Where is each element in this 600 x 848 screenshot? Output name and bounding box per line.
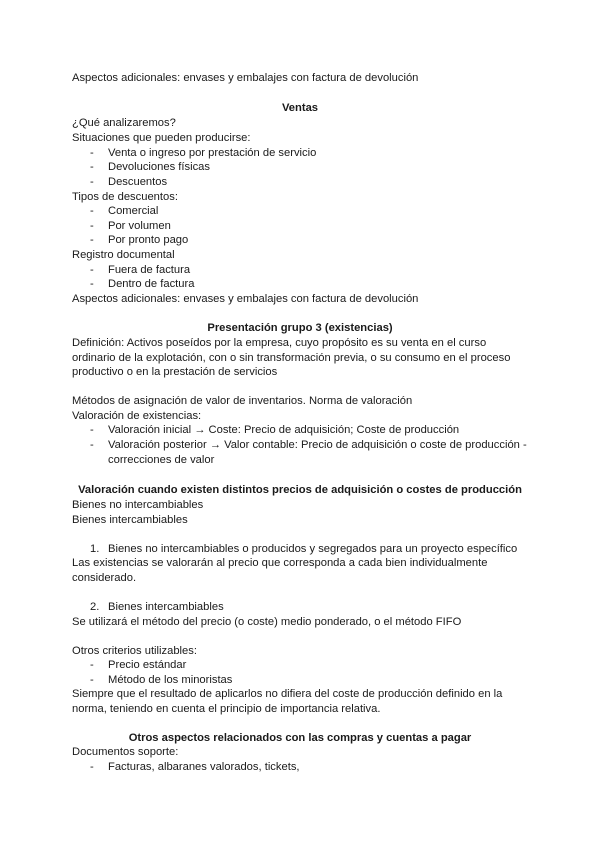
tipos-label: Tipos de descuentos: xyxy=(72,191,178,203)
definicion-line: ordinario de la explotación, con o sin transformación previa, o su consumo en el proceso xyxy=(72,352,511,364)
bienes-line: Bienes no intercambiables xyxy=(72,499,204,511)
heading-distintos-precios: Valoración cuando existen distintos precios de adquisición o costes de producción xyxy=(78,484,522,496)
definicion-line: productivo o en la prestación de servicios xyxy=(72,366,278,378)
paragraph-line: considerado. xyxy=(72,572,137,584)
paragraph-line: Siempre que el resultado de aplicarlos no difiera del coste de producción definido en la xyxy=(72,688,503,700)
aspectos-adicionales-top: Aspectos adicionales: envases y embalajes con factura de devolución xyxy=(72,72,419,84)
bienes-line: Bienes intercambiables xyxy=(72,514,188,526)
paragraph-line: Las existencias se valorarán al precio que corresponda a cada bien individualmente xyxy=(72,557,488,569)
list-item-continuation: correcciones de valor xyxy=(108,454,215,466)
heading-ventas: Ventas xyxy=(281,102,319,114)
heading-grupo3: Presentación grupo 3 (existencias) xyxy=(207,322,393,334)
valoracion-label: Valoración de existencias: xyxy=(72,410,202,422)
definicion-line: Definición: Activos poseídos por la empresa, cuyo propósito es su venta en el curso xyxy=(72,337,487,349)
heading-compras: Otros aspectos relacionados con las compras y cuentas a pagar xyxy=(128,732,472,744)
situaciones-label: Situaciones que pueden producirse: xyxy=(72,132,251,144)
otros-label: Otros criterios utilizables: xyxy=(72,645,197,657)
paragraph-line: norma, teniendo en cuenta el principio de importancia relativa. xyxy=(72,703,381,715)
registro-label: Registro documental xyxy=(72,249,175,261)
documentos-label: Documentos soporte: xyxy=(72,746,179,758)
paragraph-line: Se utilizará el método del precio (o coste) medio ponderado, o el método FIFO xyxy=(72,616,462,628)
question-line: ¿Qué analizaremos? xyxy=(72,117,176,129)
document-page: Aspectos adicionales: envases y embalajes con factura de devolución Ventas ¿Qué analizaremos? Situaciones que pueden producirse: - Venta o ingreso por prestación de servicio - Devoluciones físicas - Descuentos Tipos de descuentos: - Comercial - Por volumen - Por pronto pago Registro documental - Fuera de factura - Dentro de factura Aspectos adicionales: envases y embalajes con factura de devolución Presentación grupo 3 (existencias) Definición: Activos poseídos por la empresa, cuyo propósito es su venta en el curso ordinario de la explotación, con o sin transformación previa, o su consumo en el proceso productivo o en la prestación de servicios Métodos de asignación de valor de inventarios. Norma de valoración Valoración de existencias: - Valoración inicial → Coste: Precio de adquisición; Coste de producción - Valoración posterior → Valor contable: Precio de adquisición o coste de producción - correcciones de valor Valoración cuando existen distintos precios de adquisición o costes de producción Bienes no intercambiables Bienes intercambiables 1. Bienes no intercambiables o producidos y segregados para un proyecto específico Las existencias se valorarán al precio que corresponda a cada bien individualmente considerado. 2. Bienes intercambiables Se utilizará el método del precio (o coste) medio ponderado, o el método FIFO Otros criterios utilizables: - Precio estándar - Método de los minoristas Siempre que el resultado de aplicarlos no difiera del coste de producción definido en la norma, teniendo en cuenta el principio de importancia relativa. Otros aspectos relacionados con las compras y cuentas a pagar Documentos soporte: - Facturas, albaranes valorados, tickets, xyxy=(0,0,600,848)
aspectos-adicionales: Aspectos adicionales: envases y embalajes con factura de devolución xyxy=(72,293,419,305)
metodos-line: Métodos de asignación de valor de inventarios. Norma de valoración xyxy=(72,395,413,407)
